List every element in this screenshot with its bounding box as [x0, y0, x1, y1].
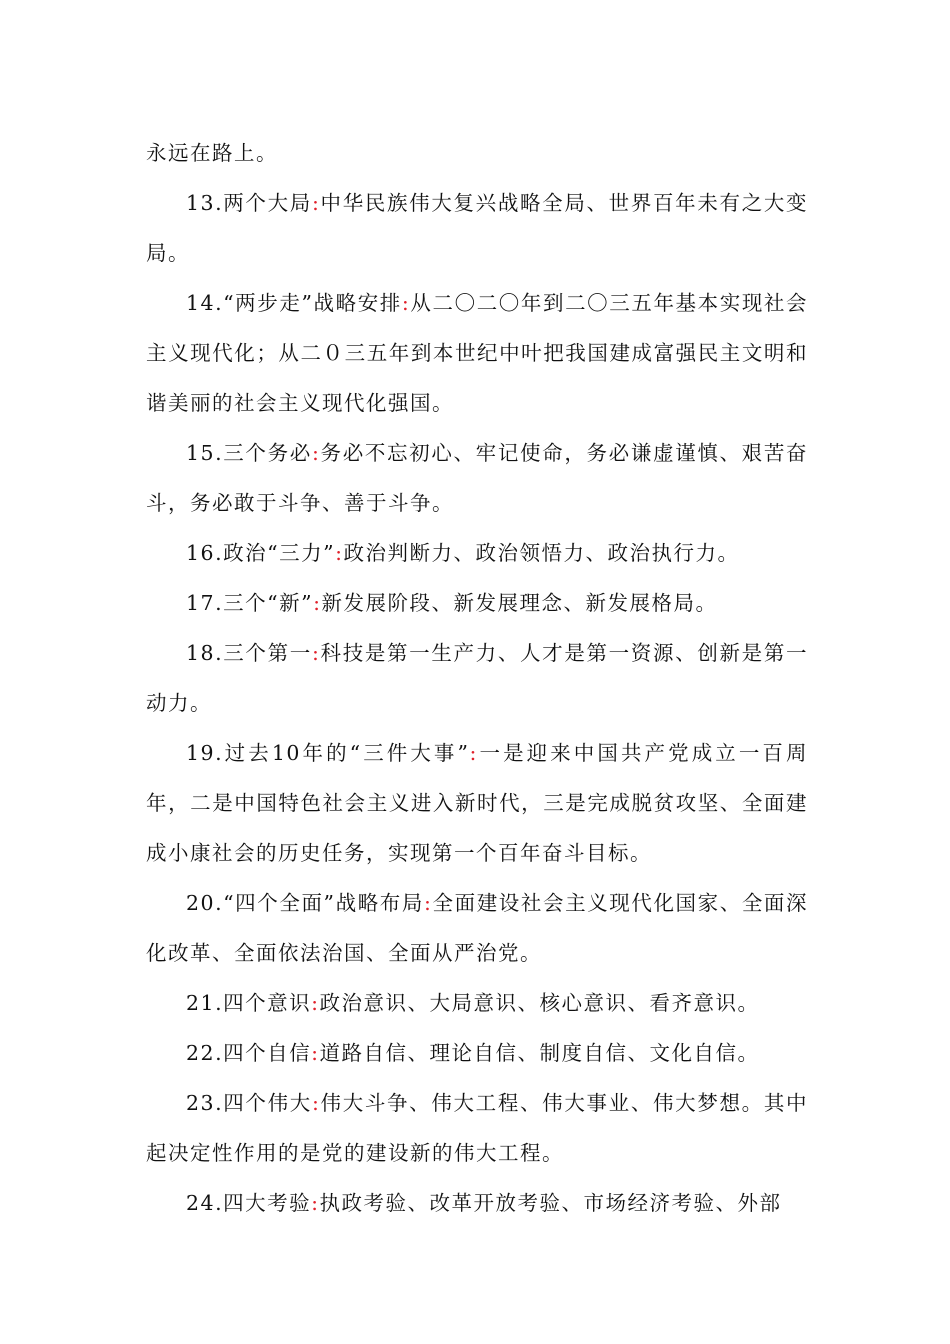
list-item [146, 428, 808, 528]
item-separator: : [313, 591, 322, 615]
list-item [146, 1028, 808, 1078]
item-text: 道路自信、理论自信、制度自信、文化自信。 [319, 1041, 760, 1065]
item-term: 20.“四个全面”战略布局 [186, 891, 424, 915]
item-text: 政治判断力、政治领悟力、政治执行力。 [343, 541, 740, 565]
item-separator: : [311, 441, 321, 465]
continuation-paragraph: 永远在路上。 [146, 141, 278, 165]
list-item [146, 178, 808, 278]
list-item [146, 728, 808, 878]
item-term: 18.三个第一 [186, 641, 312, 665]
item-separator: : [424, 891, 433, 915]
item-term: 16.政治“三力” [186, 541, 336, 565]
item-text: 全面建设社会主义现代化国家、全面深化改革、全面依法治国、全面从严治党。 [146, 891, 809, 965]
item-separator: : [401, 291, 411, 315]
item-separator: : [311, 641, 321, 665]
item-term: 19.过去10年的“三件大事” [186, 741, 470, 765]
item-separator: : [311, 1041, 320, 1065]
list-item [146, 528, 808, 578]
item-term: 21.四个意识 [186, 991, 312, 1015]
item-term: 13.两个大局 [186, 191, 312, 215]
list-item [146, 1178, 808, 1228]
list-item [146, 628, 808, 728]
item-term: 24.四大考验 [186, 1191, 312, 1215]
item-text: 政治意识、大局意识、核心意识、看齐意识。 [319, 991, 760, 1015]
item-text: 从二〇二〇年到二〇三五年基本实现社会主义现代化；从二０三五年到本世纪中叶把我国建成富强民主文明和谐美丽的社会主义现代化强国。 [146, 291, 809, 415]
item-text: 新发展阶段、新发展理念、新发展格局。 [321, 591, 718, 615]
item-separator: : [311, 191, 321, 215]
item-text: 中华民族伟大复兴战略全局、世界百年未有之大变局。 [146, 191, 808, 265]
item-separator: : [469, 741, 478, 765]
list-item [146, 978, 808, 1028]
item-term: 15.三个务必 [186, 441, 312, 465]
item-text: 一是迎来中国共产党成立一百周年，二是中国特色社会主义进入新时代，三是完成脱贫攻坚、全面建成小康社会的历史任务，实现第一个百年奋斗目标。 [146, 741, 808, 865]
list-item [146, 878, 808, 978]
list-item [146, 578, 808, 628]
item-separator: : [335, 541, 344, 565]
item-separator: : [311, 1191, 320, 1215]
item-separator: : [311, 991, 320, 1015]
item-term: 23.四个伟大 [186, 1091, 312, 1115]
list-item [146, 278, 808, 428]
list-item [146, 1078, 808, 1178]
item-text: 务必不忘初心、牢记使命，务必谦虚谨慎、艰苦奋斗，务必敢于斗争、善于斗争。 [146, 441, 808, 515]
item-term: 22.四个自信 [186, 1041, 312, 1065]
document-body [146, 128, 808, 1228]
item-separator: : [311, 1091, 321, 1115]
item-text: 科技是第一生产力、人才是第一资源、创新是第一动力。 [146, 641, 808, 715]
item-term: 14.“两步走”战略安排 [186, 291, 402, 315]
item-text: 伟大斗争、伟大工程、伟大事业、伟大梦想。其中起决定性作用的是党的建设新的伟大工程。 [146, 1091, 808, 1165]
item-text: 执政考验、改革开放考验、市场经济考验、外部 [319, 1191, 782, 1215]
item-term: 17.三个“新” [186, 591, 314, 615]
